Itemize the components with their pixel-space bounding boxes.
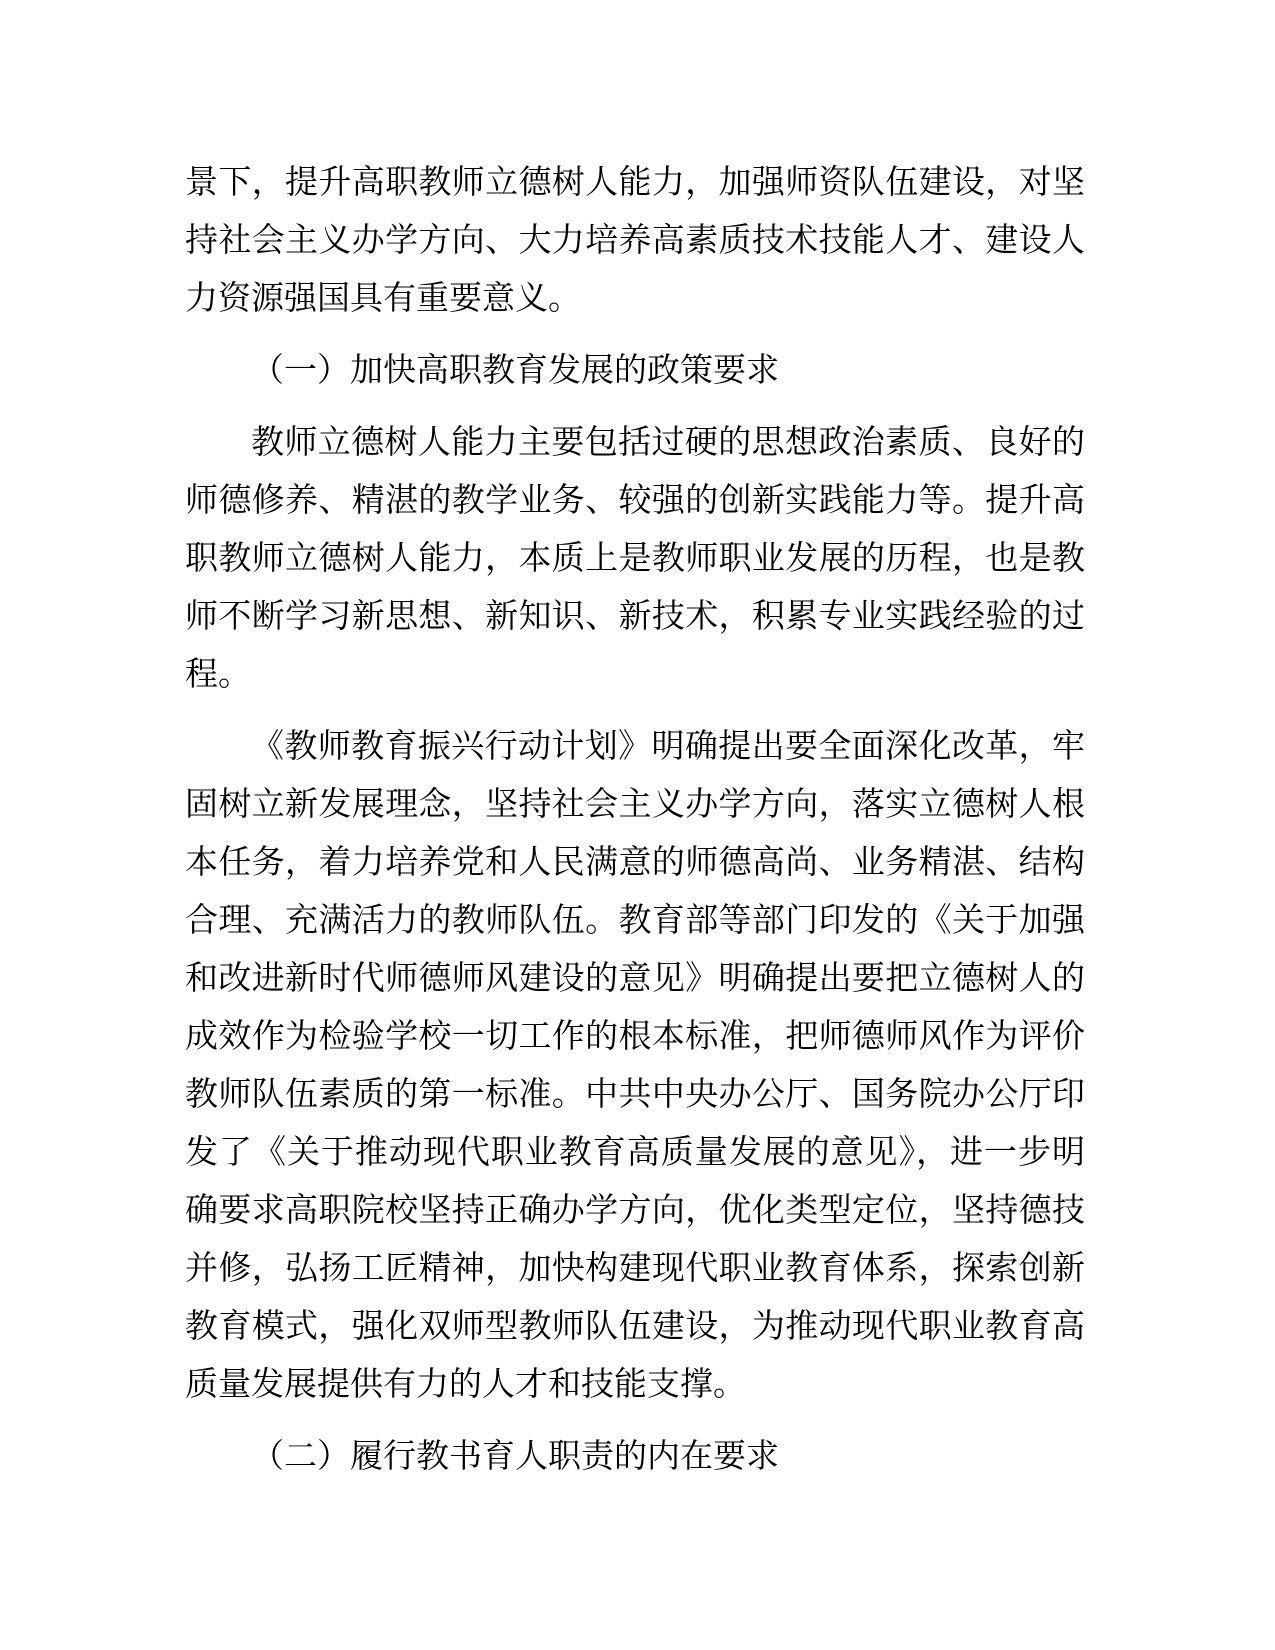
text-line: 教师立德树人能力主要包括过硬的思想政治素质、良好的 — [251, 422, 1085, 461]
paragraph-ability — [185, 413, 1085, 703]
text-line: 力资源强国具有重要意义。 — [185, 278, 581, 317]
text-line: 成效作为检验学校一切工作的根本标准，把师德师风作为评价 — [185, 1016, 1085, 1055]
text-line: 师德修养、精湛的教学业务、较强的创新实践能力等。提升高 — [185, 480, 1085, 519]
section-heading-1: （一）加快高职教育发展的政策要求 — [251, 350, 779, 389]
text-line: 合理、充满活力的教师队伍。教育部等部门印发的《关于加强 — [185, 900, 1085, 939]
text-line: 确要求高职院校坚持正确办学方向，优化类型定位，坚持德技 — [185, 1190, 1085, 1229]
text-line: 并修，弘扬工匠精神，加快构建现代职业教育体系，探索创新 — [185, 1248, 1085, 1287]
paragraph-policy — [185, 717, 1085, 1413]
text-line: 景下，提升高职教师立德树人能力，加强师资队伍建设，对坚 — [185, 162, 1085, 201]
text-line: 和改进新时代师德师风建设的意见》明确提出要把立德树人的 — [185, 958, 1085, 997]
section-heading-2: （二）履行教书育人职责的内在要求 — [251, 1436, 779, 1475]
text-line: 程。 — [185, 654, 251, 693]
text-line: 固树立新发展理念，坚持社会主义办学方向，落实立德树人根 — [185, 784, 1085, 823]
text-line: 师不断学习新思想、新知识、新技术，积累专业实践经验的过 — [185, 596, 1085, 635]
text-line: 本任务，着力培养党和人民满意的师德高尚、业务精湛、结构 — [185, 842, 1085, 881]
document-page — [185, 153, 1085, 1485]
paragraph-intro-continuation — [185, 153, 1085, 327]
text-line: 教师队伍素质的第一标准。中共中央办公厅、国务院办公厅印 — [185, 1074, 1085, 1113]
text-line: 持社会主义办学方向、大力培养高素质技术技能人才、建设人 — [185, 220, 1085, 259]
text-line: 职教师立德树人能力，本质上是教师职业发展的历程，也是教 — [185, 538, 1085, 577]
text-line: 发了《关于推动现代职业教育高质量发展的意见》，进一步明 — [185, 1132, 1085, 1171]
text-line: 《教师教育振兴行动计划》明确提出要全面深化改革，牢 — [251, 726, 1085, 765]
text-line: 质量发展提供有力的人才和技能支撑。 — [185, 1364, 746, 1403]
text-line: 教育模式，强化双师型教师队伍建设，为推动现代职业教育高 — [185, 1306, 1085, 1345]
